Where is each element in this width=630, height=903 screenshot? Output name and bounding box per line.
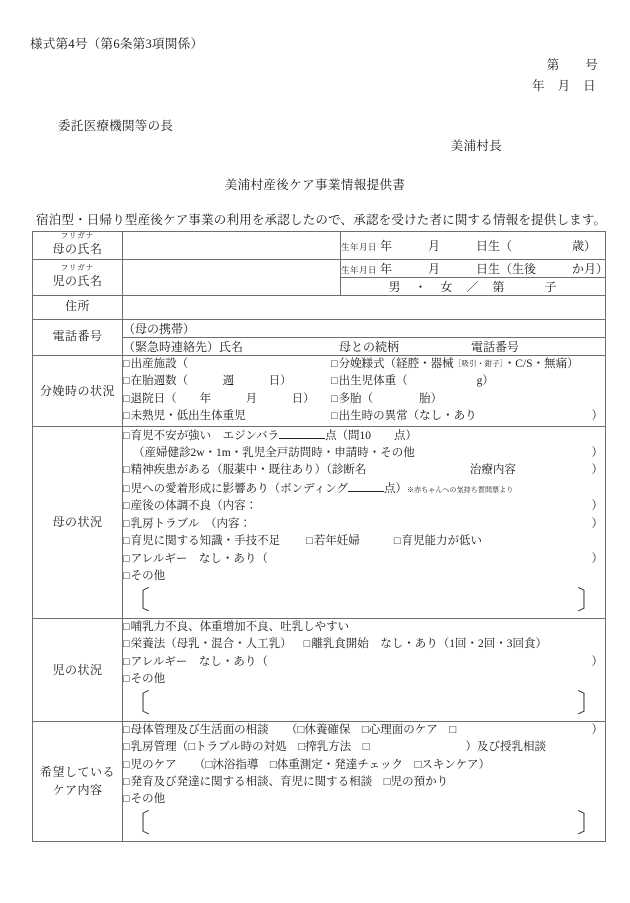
checkbox-child-allergy[interactable] — [123, 654, 605, 671]
checkbox-care-other[interactable]: □ その他 — [123, 791, 605, 808]
table-row-care-content — [33, 721, 606, 841]
checkbox-mother-other[interactable]: □ その他 — [123, 568, 605, 585]
row-label-mother-status: 母の状況 — [33, 426, 123, 618]
child-dob-value: 年 月 日生（生後 か月） — [380, 261, 609, 276]
birth-abnormality-text: □ 出生時の異常（なし・あり — [331, 410, 477, 422]
table-row-mother-status — [33, 426, 606, 618]
mental-illness-text: □ 精神疾患がある（服薬中・既往あり）（診断名 治療内容 — [123, 464, 516, 476]
checkbox-breast-trouble[interactable] — [123, 516, 605, 533]
bracket-right-icon: 〕 — [576, 808, 603, 838]
mother-status-content — [123, 426, 606, 618]
child-allergy-text: □ アレルギー なし・あり（ — [123, 656, 268, 668]
table-row-mother-name — [33, 232, 606, 260]
mother-dob-value: 年 月 日生（ 歳） — [380, 238, 597, 253]
table-row-telephone-mobile — [33, 319, 606, 337]
source-close: ） — [591, 446, 603, 459]
care-content-body — [123, 721, 606, 841]
care-label-line1: 希望している — [39, 765, 115, 780]
mother-allergy-close: ） — [591, 552, 603, 565]
breast-management-text: □ 乳房管理（□トラブル時の対処 □搾乳方法 □ — [123, 741, 370, 753]
mother-status-freetext[interactable] — [123, 585, 605, 618]
mother-mobile-input[interactable]: （母の携帯） — [123, 319, 606, 337]
postpartum-illness-close: ） — [591, 500, 603, 513]
mother-name-input[interactable] — [123, 232, 341, 260]
checkbox-mother-allergy[interactable] — [123, 551, 605, 568]
row-label-child-status: 児の状況 — [33, 618, 123, 721]
emergency-contact-input[interactable]: （緊急時連絡先）氏名 母との続柄 電話番号 — [123, 337, 606, 355]
bonding-note: ※赤ちゃんへの気持ち質問票より — [407, 485, 514, 494]
parenting-anxiety-source[interactable] — [123, 445, 605, 462]
form-number: 様式第4号（第6条第3項関係） — [30, 37, 204, 51]
mother-dob-label: 生年月日 — [341, 241, 378, 252]
parenting-anxiety-text: □ 育児不安が強い エジンバラ — [123, 430, 279, 442]
child-dob-cell[interactable] — [341, 259, 609, 277]
checkbox-nutrition-method-row[interactable] — [123, 636, 605, 653]
document-date-field: 年 月 日 — [531, 79, 596, 93]
checkbox-knowledge-skill-row[interactable] — [123, 533, 605, 550]
child-status-freetext[interactable] — [123, 688, 605, 721]
bonding-tail: 点） — [384, 482, 408, 495]
issuer: 美浦村長 — [450, 139, 502, 153]
mental-illness-close: ） — [591, 464, 603, 477]
knowledge-skill-text: □ 育児に関する知識・手技不足 — [123, 535, 280, 547]
page-title: 美浦村産後ケア事業情報提供書 — [224, 178, 406, 192]
delivery-content — [123, 355, 606, 426]
checkbox-mental-illness[interactable] — [123, 462, 605, 479]
bonding-text: □ 児への愛着形成に影響あり（ボンディング — [123, 483, 348, 495]
checkbox-child-care[interactable]: □ 児のケア （□沐浴指導 □体重測定・発達チェック □スキンケア） — [123, 757, 605, 774]
child-dob-label: 生年月日 — [341, 264, 378, 275]
bracket-right-icon: 〕 — [576, 585, 603, 615]
furigana-label: フリガナ — [60, 262, 95, 272]
nutrition-method-text: □ 栄養法（母乳・混合・人工乳） — [123, 638, 292, 650]
checkbox-multiple-birth[interactable]: □ 多胎（ 胎） — [331, 391, 605, 408]
source-text: （産婦健診2w・1m・乳児全戸訪問時・申請時・その他 — [133, 446, 415, 459]
checkbox-premature-lowbirthweight[interactable]: □ 未熟児・低出生体重児 — [123, 408, 331, 425]
information-form-table — [32, 231, 609, 842]
checkbox-gestational-weeks[interactable]: □ 在胎週数（ 週 日） — [123, 373, 331, 390]
label-text: 母の氏名 — [52, 242, 103, 257]
delivery-mode-annotation: ［吸引・鉗子］ — [453, 358, 504, 368]
checkbox-postpartum-illness[interactable] — [123, 498, 605, 515]
parenting-anxiety-tail: 点（問10 点） — [325, 429, 418, 442]
checkbox-feeding-poor[interactable]: □ 哺乳力不良、体重増加不良、吐乳しやすい — [123, 619, 605, 636]
row-label-address: 住所 — [33, 295, 123, 319]
bracket-right-icon: 〕 — [576, 688, 603, 718]
bracket-left-icon: 〔 — [124, 585, 151, 615]
address-input[interactable] — [123, 295, 606, 319]
table-row-child-status — [33, 618, 606, 721]
row-label-mother-name — [33, 232, 123, 260]
checkbox-discharge-date[interactable]: □ 退院日（ 年 月 日） — [123, 391, 331, 408]
checkbox-birth-facility[interactable]: □ 出産施設（ ） — [123, 356, 331, 373]
delivery-mode-text: □ 分娩様式（経腔・器械 — [331, 358, 454, 370]
intro-sentence: 宿泊型・日帰り型産後ケア事業の利用を承認したので、承認を受けた者に関する情報を提供します。 — [36, 213, 607, 227]
mother-allergy-text: □ アレルギー なし・あり（ — [123, 553, 268, 565]
bonding-score-blank[interactable] — [348, 480, 384, 492]
low-parenting-ability-text: □ 育児能力が低い — [394, 535, 482, 547]
child-allergy-close: ） — [591, 655, 603, 668]
young-mother-text: □ 若年妊婦 — [306, 535, 360, 547]
checkbox-birth-abnormality[interactable] — [331, 408, 605, 425]
row-label-telephone: 電話番号 — [33, 319, 123, 355]
table-row-address — [33, 295, 606, 319]
checkbox-parenting-anxiety[interactable] — [123, 427, 605, 445]
table-row-delivery-situation — [33, 355, 606, 426]
breast-management-tail: ）及び授乳相談 — [465, 741, 547, 754]
care-content-freetext[interactable] — [123, 808, 605, 841]
checkbox-child-other[interactable]: □ その他 — [123, 671, 605, 688]
row-label-care-content — [33, 721, 123, 841]
label-text: 児の氏名 — [52, 274, 103, 289]
row-label-delivery: 分娩時の状況 — [33, 355, 123, 426]
furigana-label: フリガナ — [60, 231, 95, 240]
maternal-management-text: □ 母体管理及び生活面の相談 （□休養確保 □心理面のケア □ — [123, 724, 456, 736]
checkbox-birth-weight[interactable]: □ 出生児体重（ g） — [331, 373, 605, 390]
checkbox-breast-management[interactable] — [123, 739, 605, 756]
table-row-child-name — [33, 259, 606, 277]
checkbox-bonding[interactable] — [123, 480, 605, 498]
checkbox-maternal-management[interactable] — [123, 722, 605, 739]
breast-trouble-close: ） — [591, 517, 603, 530]
document-number-field: 第 号 — [546, 58, 598, 72]
bracket-left-icon: 〔 — [124, 808, 151, 838]
row-label-child-name — [33, 259, 123, 295]
weaning-start-text: □ 離乳食開始 なし・あり（1回・2回・3回食） — [304, 638, 547, 650]
care-label-line2: ケア内容 — [52, 783, 103, 798]
maternal-management-close: ） — [591, 723, 603, 736]
checkbox-development-consult[interactable]: □ 発育及び発達に関する相談、育児に関する相談 □児の預かり — [123, 774, 605, 791]
addressee: 委託医療機関等の長 — [58, 119, 174, 133]
child-status-content — [123, 618, 606, 721]
mother-dob-cell[interactable] — [341, 232, 606, 260]
delivery-mode-tail: ・C/S・無痛） — [503, 357, 579, 370]
child-sex-birth-order[interactable]: 男 ・ 女 ／ 第 子 — [341, 277, 606, 295]
child-name-input[interactable] — [123, 259, 341, 295]
checkbox-delivery-mode[interactable] — [331, 356, 605, 373]
breast-trouble-text: □ 乳房トラブル （内容： — [123, 518, 251, 530]
edinburgh-score-blank[interactable] — [279, 427, 325, 439]
postpartum-illness-text: □ 産後の体調不良（内容： — [123, 500, 257, 512]
bracket-left-icon: 〔 — [124, 688, 151, 718]
birth-abnormality-close: ） — [591, 410, 603, 423]
